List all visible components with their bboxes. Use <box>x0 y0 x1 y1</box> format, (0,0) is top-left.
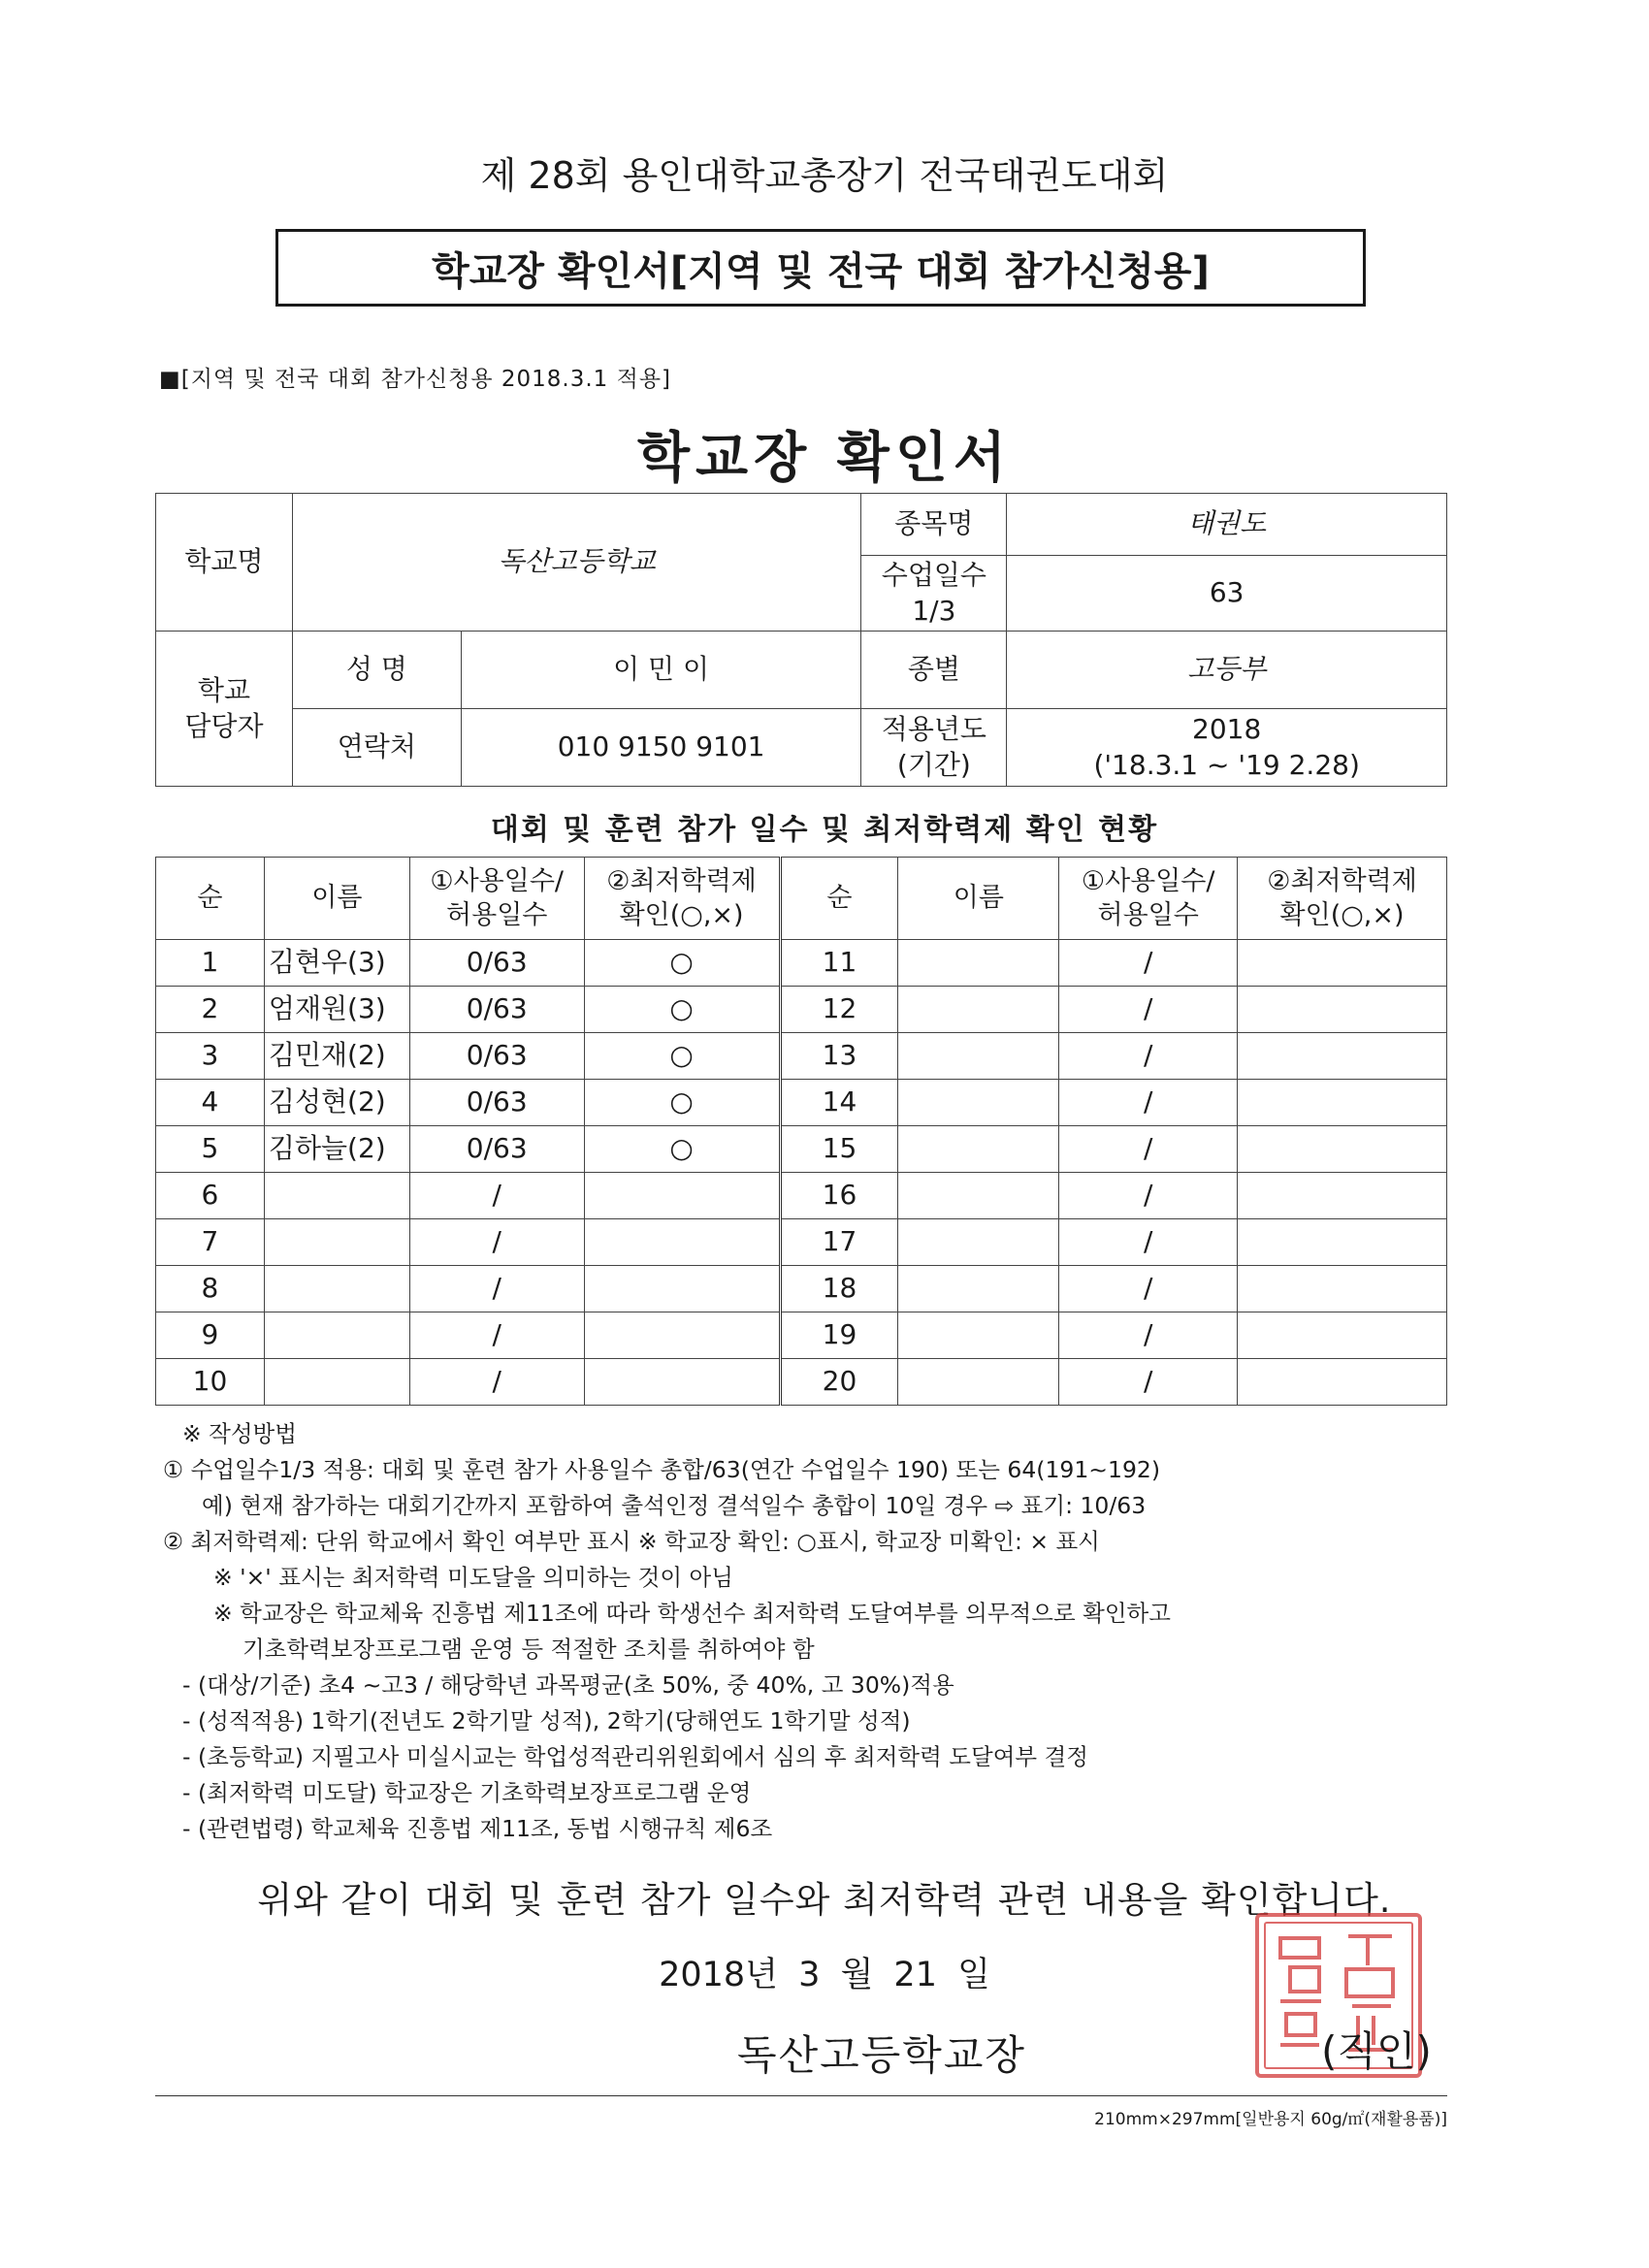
min-academic-check-left: ○ <box>584 1080 780 1126</box>
instruction-line: 예) 현재 참가하는 대회기간까지 포함하여 출석인정 결석일수 총합이 10일 경우 ⇨ 표기: 10/63 <box>202 1492 1147 1519</box>
year-value-line1: 2018 <box>1192 713 1262 746</box>
row-number-left: 3 <box>156 1033 265 1080</box>
header-days-right <box>1059 858 1238 940</box>
row-number-left: 6 <box>156 1173 265 1219</box>
participant-name-right <box>898 940 1059 987</box>
row-number-right: 11 <box>780 940 898 987</box>
form-title: 학교장 확인서 <box>636 427 1013 490</box>
row-number-right: 18 <box>780 1266 898 1312</box>
participant-name-left: 엄재원(3) <box>264 987 409 1033</box>
participant-name-right <box>898 1312 1059 1359</box>
participant-name-right <box>898 1219 1059 1266</box>
division-value: 고등부 <box>1007 632 1447 709</box>
instruction-line: - (최저학력 미도달) 학교장은 기초학력보장프로그램 운영 <box>182 1779 752 1806</box>
min-academic-check-right <box>1238 940 1447 987</box>
header-check-left <box>584 858 780 940</box>
min-academic-check-left <box>584 1266 780 1312</box>
row-number-right: 16 <box>780 1173 898 1219</box>
row-number-left: 2 <box>156 987 265 1033</box>
seal-label: (직인) <box>1321 2027 1432 2075</box>
school-name-value: 독산고등학교 <box>292 494 861 632</box>
participant-name-right <box>898 1173 1059 1219</box>
instruction-line: ※ 학교장은 학교체육 진흥법 제11조에 따라 학생선수 최저학력 도달여부를 의무적으로 확인하고 <box>213 1600 1171 1627</box>
row-number-right: 17 <box>780 1219 898 1266</box>
participants-table <box>155 857 1447 1406</box>
header-check-line2: 확인(○,×) <box>1279 900 1405 930</box>
info-row-sport <box>156 494 1447 556</box>
min-academic-check-left: ○ <box>584 1126 780 1173</box>
days-used-left: 0/63 <box>409 1126 584 1173</box>
header-days-left <box>409 858 584 940</box>
participant-name-left: 김성현(2) <box>264 1080 409 1126</box>
row-number-left: 10 <box>156 1359 265 1406</box>
instruction-line: ② 최저학력제: 단위 학교에서 확인 여부만 표시 ※ 학교장 확인: ○표시, 학교장 미확인: × 표시 <box>163 1528 1100 1555</box>
min-academic-check-left <box>584 1359 780 1406</box>
participant-name-left <box>264 1312 409 1359</box>
header-check-right <box>1238 858 1447 940</box>
instruction-line: 기초학력보장프로그램 운영 등 적절한 조치를 취하여야 함 <box>242 1636 815 1663</box>
row-number-right: 19 <box>780 1312 898 1359</box>
header-check-line1: ②최저학력제 <box>606 865 757 896</box>
min-academic-check-right <box>1238 1080 1447 1126</box>
days-used-right: / <box>1059 1312 1238 1359</box>
participant-name-right <box>898 1033 1059 1080</box>
section-note: ■[지역 및 전국 대회 참가신청용 2018.3.1 적용] <box>159 367 672 392</box>
header-name-left: 이름 <box>264 858 409 940</box>
min-academic-check-left: ○ <box>584 940 780 987</box>
header-check-line1: ②최저학력제 <box>1267 865 1417 896</box>
participant-name-left: 김현우(3) <box>264 940 409 987</box>
summary-heading: 대회 및 훈련 참가 일수 및 최저학력제 확인 현황 <box>490 813 1159 847</box>
participant-name-left: 김하늘(2) <box>264 1126 409 1173</box>
row-number-left: 9 <box>156 1312 265 1359</box>
instructions-block <box>163 1416 1463 1847</box>
signing-date: 2018년 3 월 21 일 <box>659 1956 990 1994</box>
days-used-right: / <box>1059 1266 1238 1312</box>
participant-name-right <box>898 1359 1059 1406</box>
instruction-line: ※ 작성방법 <box>182 1420 297 1447</box>
event-title: 제 28회 용인대학교총장기 전국태권도대회 <box>480 154 1169 197</box>
year-value <box>1007 709 1447 787</box>
days-used-right: / <box>1059 1126 1238 1173</box>
row-number-left: 7 <box>156 1219 265 1266</box>
min-academic-check-right <box>1238 1219 1447 1266</box>
school-info-table <box>155 493 1447 787</box>
class-days-label <box>861 556 1007 632</box>
min-academic-check-right <box>1238 1126 1447 1173</box>
instruction-line: - (대상/기준) 초4 ~고3 / 해당학년 과목평균(초 50%, 중 40%, 고 30%)적용 <box>182 1671 954 1699</box>
confirmation-statement: 위와 같이 대회 및 훈련 참가 일수와 최저학력 관련 내용을 확인합니다. <box>257 1879 1392 1921</box>
instruction-line: - (초등학교) 지필고사 미실시교는 학업성적관리위원회에서 심의 후 최저학력 도달여부 결정 <box>182 1743 1088 1770</box>
participants-header-row <box>156 858 1447 940</box>
days-used-right: / <box>1059 940 1238 987</box>
days-used-left: 0/63 <box>409 1080 584 1126</box>
days-used-right: / <box>1059 1173 1238 1219</box>
table-row <box>156 940 1447 987</box>
row-number-left: 5 <box>156 1126 265 1173</box>
min-academic-check-right <box>1238 1033 1447 1080</box>
header-days-line1: ①사용일수/ <box>1081 865 1215 896</box>
table-row <box>156 1266 1447 1312</box>
row-number-left: 4 <box>156 1080 265 1126</box>
paper-spec: 210mm×297mm[일반용지 60g/㎡(재활용품)] <box>1094 2110 1447 2129</box>
table-row <box>156 1126 1447 1173</box>
min-academic-check-left <box>584 1173 780 1219</box>
min-academic-check-left <box>584 1219 780 1266</box>
year-label-line1: 적용년도 <box>881 713 986 746</box>
days-used-left: / <box>409 1219 584 1266</box>
year-label <box>861 709 1007 787</box>
participant-name-left: 김민재(2) <box>264 1033 409 1080</box>
table-row <box>156 1173 1447 1219</box>
days-used-left: / <box>409 1312 584 1359</box>
days-used-left: / <box>409 1173 584 1219</box>
sport-label: 종목명 <box>861 494 1007 556</box>
participant-name-right <box>898 987 1059 1033</box>
participant-name-left <box>264 1219 409 1266</box>
min-academic-check-left: ○ <box>584 987 780 1033</box>
participant-name-right <box>898 1126 1059 1173</box>
min-academic-check-right <box>1238 987 1447 1033</box>
document-title-box <box>275 229 1366 307</box>
table-row <box>156 1219 1447 1266</box>
days-used-right: / <box>1059 1080 1238 1126</box>
min-academic-check-left: ○ <box>584 1033 780 1080</box>
min-academic-check-right <box>1238 1359 1447 1406</box>
header-days-line2: 허용일수 <box>446 900 548 930</box>
table-row <box>156 1033 1447 1080</box>
participant-name-right <box>898 1080 1059 1126</box>
row-number-right: 15 <box>780 1126 898 1173</box>
participant-name-right <box>898 1266 1059 1312</box>
phone-value: 010 9150 9101 <box>461 709 861 787</box>
table-row <box>156 1359 1447 1406</box>
instruction-line: - (관련법령) 학교체육 진흥법 제11조, 동법 시행규칙 제6조 <box>182 1815 773 1842</box>
participant-name-left <box>264 1266 409 1312</box>
days-used-right: / <box>1059 1033 1238 1080</box>
header-name-right: 이름 <box>898 858 1059 940</box>
instruction-line: ※ '×' 표시는 최저학력 미도달을 의미하는 것이 아님 <box>213 1564 733 1591</box>
days-used-left: / <box>409 1266 584 1312</box>
row-number-left: 8 <box>156 1266 265 1312</box>
days-used-right: / <box>1059 1359 1238 1406</box>
header-no-left: 순 <box>156 858 265 940</box>
phone-label: 연락처 <box>292 709 461 787</box>
school-name-label: 학교명 <box>156 494 293 632</box>
row-number-right: 13 <box>780 1033 898 1080</box>
contact-person-label <box>156 632 293 787</box>
row-number-right: 14 <box>780 1080 898 1126</box>
participant-name-left <box>264 1173 409 1219</box>
person-name-value: 이 민 이 <box>461 632 861 709</box>
year-value-line2: ('18.3.1 ~ '19 2.28) <box>1093 748 1360 781</box>
division-label: 종별 <box>861 632 1007 709</box>
row-number-right: 20 <box>780 1359 898 1406</box>
min-academic-check-right <box>1238 1173 1447 1219</box>
class-days-value: 63 <box>1007 556 1447 632</box>
min-academic-check-left <box>584 1312 780 1359</box>
header-days-line1: ①사용일수/ <box>430 865 565 896</box>
days-used-left: 0/63 <box>409 940 584 987</box>
row-number-left: 1 <box>156 940 265 987</box>
class-days-label-line1: 수업일수 <box>881 559 986 592</box>
header-check-line2: 확인(○,×) <box>619 900 744 930</box>
min-academic-check-right <box>1238 1312 1447 1359</box>
document-title: 학교장 확인서[지역 및 전국 대회 참가신청용] <box>432 248 1210 294</box>
contact-label-line1: 학교 <box>197 674 250 707</box>
contact-label-line2: 담당자 <box>184 709 264 742</box>
table-row <box>156 1080 1447 1126</box>
table-row <box>156 1312 1447 1359</box>
days-used-left: 0/63 <box>409 987 584 1033</box>
row-number-right: 12 <box>780 987 898 1033</box>
days-used-right: / <box>1059 987 1238 1033</box>
header-no-right: 순 <box>780 858 898 940</box>
class-days-label-line2: 1/3 <box>912 594 956 627</box>
participant-rows <box>156 940 1447 1406</box>
info-row-name <box>156 632 1447 709</box>
person-name-label: 성 명 <box>292 632 461 709</box>
header-days-line2: 허용일수 <box>1097 900 1199 930</box>
bottom-divider <box>155 2095 1447 2096</box>
table-row <box>156 987 1447 1033</box>
year-label-line2: (기간) <box>896 748 971 781</box>
info-row-phone <box>156 709 1447 787</box>
days-used-left: 0/63 <box>409 1033 584 1080</box>
instruction-line: - (성적적용) 1학기(전년도 2학기말 성적), 2학기(당해연도 1학기말 성적) <box>182 1707 911 1734</box>
days-used-right: / <box>1059 1219 1238 1266</box>
days-used-left: / <box>409 1359 584 1406</box>
participant-name-left <box>264 1359 409 1406</box>
min-academic-check-right <box>1238 1266 1447 1312</box>
instruction-line: ① 수업일수1/3 적용: 대회 및 훈련 참가 사용일수 총합/63(연간 수업일수 190) 또는 64(191~192) <box>163 1456 1161 1483</box>
signer-title: 독산고등학교장 <box>737 2031 1027 2079</box>
sport-value: 태권도 <box>1007 494 1447 556</box>
